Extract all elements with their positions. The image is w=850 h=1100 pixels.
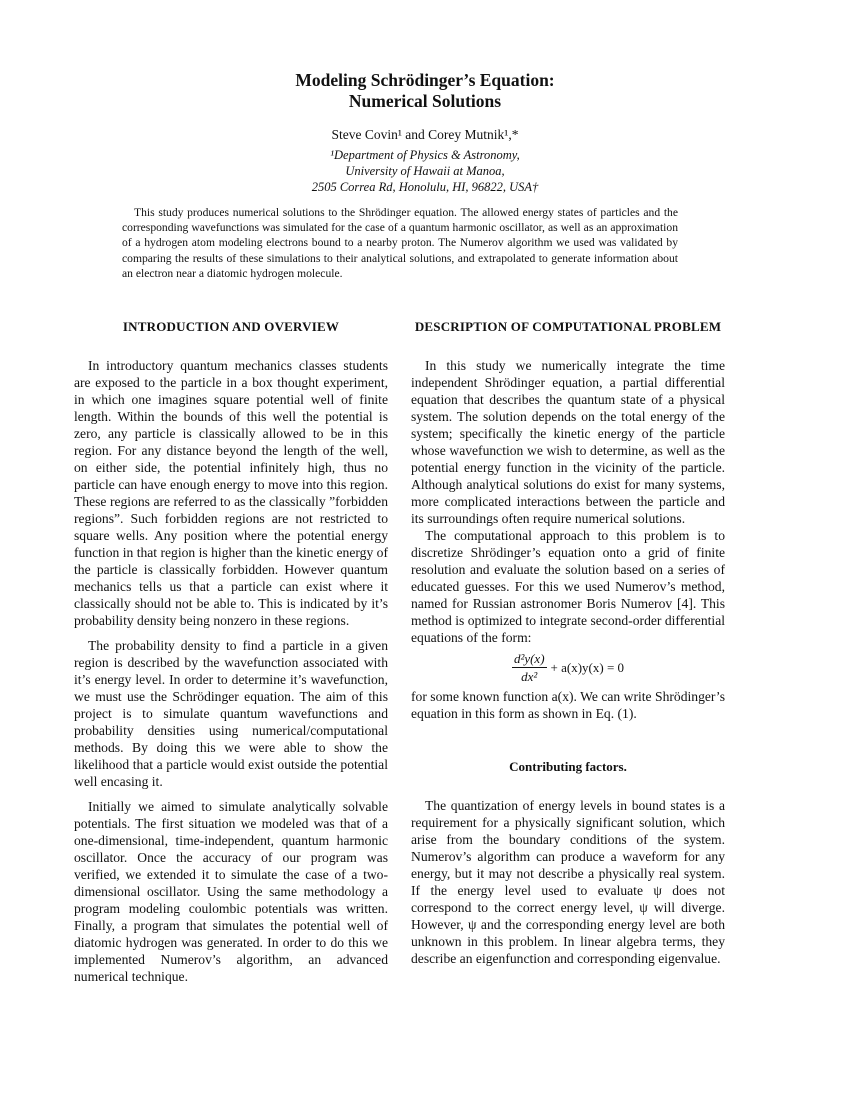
affiliation-line-2: University of Hawaii at Manoa, [345,164,505,178]
right-column [411,318,725,967]
title-line-1: Modeling Schrödinger’s Equation: [295,70,555,90]
title-line-2: Numerical Solutions [348,91,502,111]
method-paragraph-1: In this study we numerically integrate the time independent Shrödinger equation, a partial differential equation that describes the quantum state of a physical system. The solution depends on the total energy of the system; specifically the kinetic energy of the particle whose wavefunction we wish to determine, as well as the potential energy function in the vicinity of the particle. Although analytical solutions do exist for many systems, more complicated interactions between the particle and its surroundings often require numerical solutions. [411,358,725,526]
equation-denominator: dx² [521,669,538,684]
abstract: This study produces numerical solutions to the Shrödinger equation. The allowed energy states of particles and the corresponding wavefunctions was simulated for the case of a quantum harmonic oscillator, as well as an approximation of a hydrogen atom modeling electrons bound to a nearby proton. The Numerov algorithm we used was validated by comparing the results of these simulations to their analytical solutions, and extrapolated to generate information about an electron near a diatomic hydrogen molecule. [122,206,678,280]
affiliation-line-3: 2505 Correa Rd, Honolulu, HI, 96822, USA† [311,180,539,194]
intro-paragraph-1: In introductory quantum mechanics classes students are exposed to the particle in a box thought experiment, in which one imagines square potential well of finite length. Within the bounds of this well the potential is zero, any particle is classically allowed to be in this region. For any distance beyond the length of the well, on either side, the potential infinitely high, thus no particle can have enough energy to move into this region. These regions are referred to as the classically ”forbidden regions”. Such forbidden regions are not restricted to square wells. Any position where the potential energy function in that region is higher than the kinetic energy of the particle is classically forbidden. However quantum mechanics tells us that a particle can exist where it classically should not be able to. This is indicated by it’s probability density being nonzero in these regions. [74,358,388,628]
affiliation-line-1: ¹Department of Physics & Astronomy, [330,148,520,162]
intro-paragraph-2: The probability density to find a particle in a given region is described by the wavefunction associated with it’s energy level. In order to determine it’s wavefunction, we must use the Schrödinger equation. The aim of this project is to simulate quantum wavefunctions and probability densities using numerical/computational methods. By doing this we were able to show the likelihood that a particle would exist outside the potential well encasing it. [74,638,388,789]
affiliation [0,147,850,195]
numerov-equation [411,651,725,684]
subsection-heading-contributing-factors: Contributing factors. [509,759,627,774]
factors-paragraph: The quantization of energy levels in bound states is a requirement for a physically significant solution, which arise from the boundary conditions of the system. Numerov’s algorithm can produce a waveform for any energy, but it may not describe a physically real system. If the energy level used to evaluate ψ does not correspond to the correct energy level, ψ will diverge. However, ψ and the corresponding energy level are both unknown in this problem. In linear algebra terms, they describe an eigenfunction and corresponding eigenvalue. [411,798,725,966]
left-column [74,318,388,985]
equation-fraction [512,651,547,684]
section-heading-computational-problem: DESCRIPTION OF COMPUTATIONAL PROBLEM [414,319,722,334]
method-paragraph-2: The computational approach to this problem is to discretize Shrödinger’s equation onto a grid of finite resolution and evaluate the solution based on a series of educated guesses. For this we used Numerov’s method, named for Russian astronomer Boris Numerov [4]. This method is optimized to integrate second-order differential equations of the form: [411,528,725,645]
paper-title [0,70,850,112]
section-heading-introduction: INTRODUCTION AND OVERVIEW [122,319,340,334]
method-paragraph-3: for some known function a(x). We can write Shrödinger’s equation in this form as shown in Eq. (1). [411,689,725,721]
equation-numerator: d²y(x) [513,651,545,666]
intro-paragraph-3: Initially we aimed to simulate analytically solvable potentials. The first situation we modeled was that of a one-dimensional, time-independent, quantum harmonic oscillator. Once the accuracy of our program was verified, we extended it to simulate the case of a two-dimensional oscillator. Using the same methodology a program modeling coulombic potentials was written. Finally, a program that simulates the potential well of diatomic hydrogen was generated. In order to do this we implemented Numerov’s algorithm, an advanced numerical technique. [74,799,388,984]
author-list: Steve Covin¹ and Corey Mutnik¹,* [331,127,519,142]
equation-remainder: + a(x)y(x) = 0 [550,660,625,675]
